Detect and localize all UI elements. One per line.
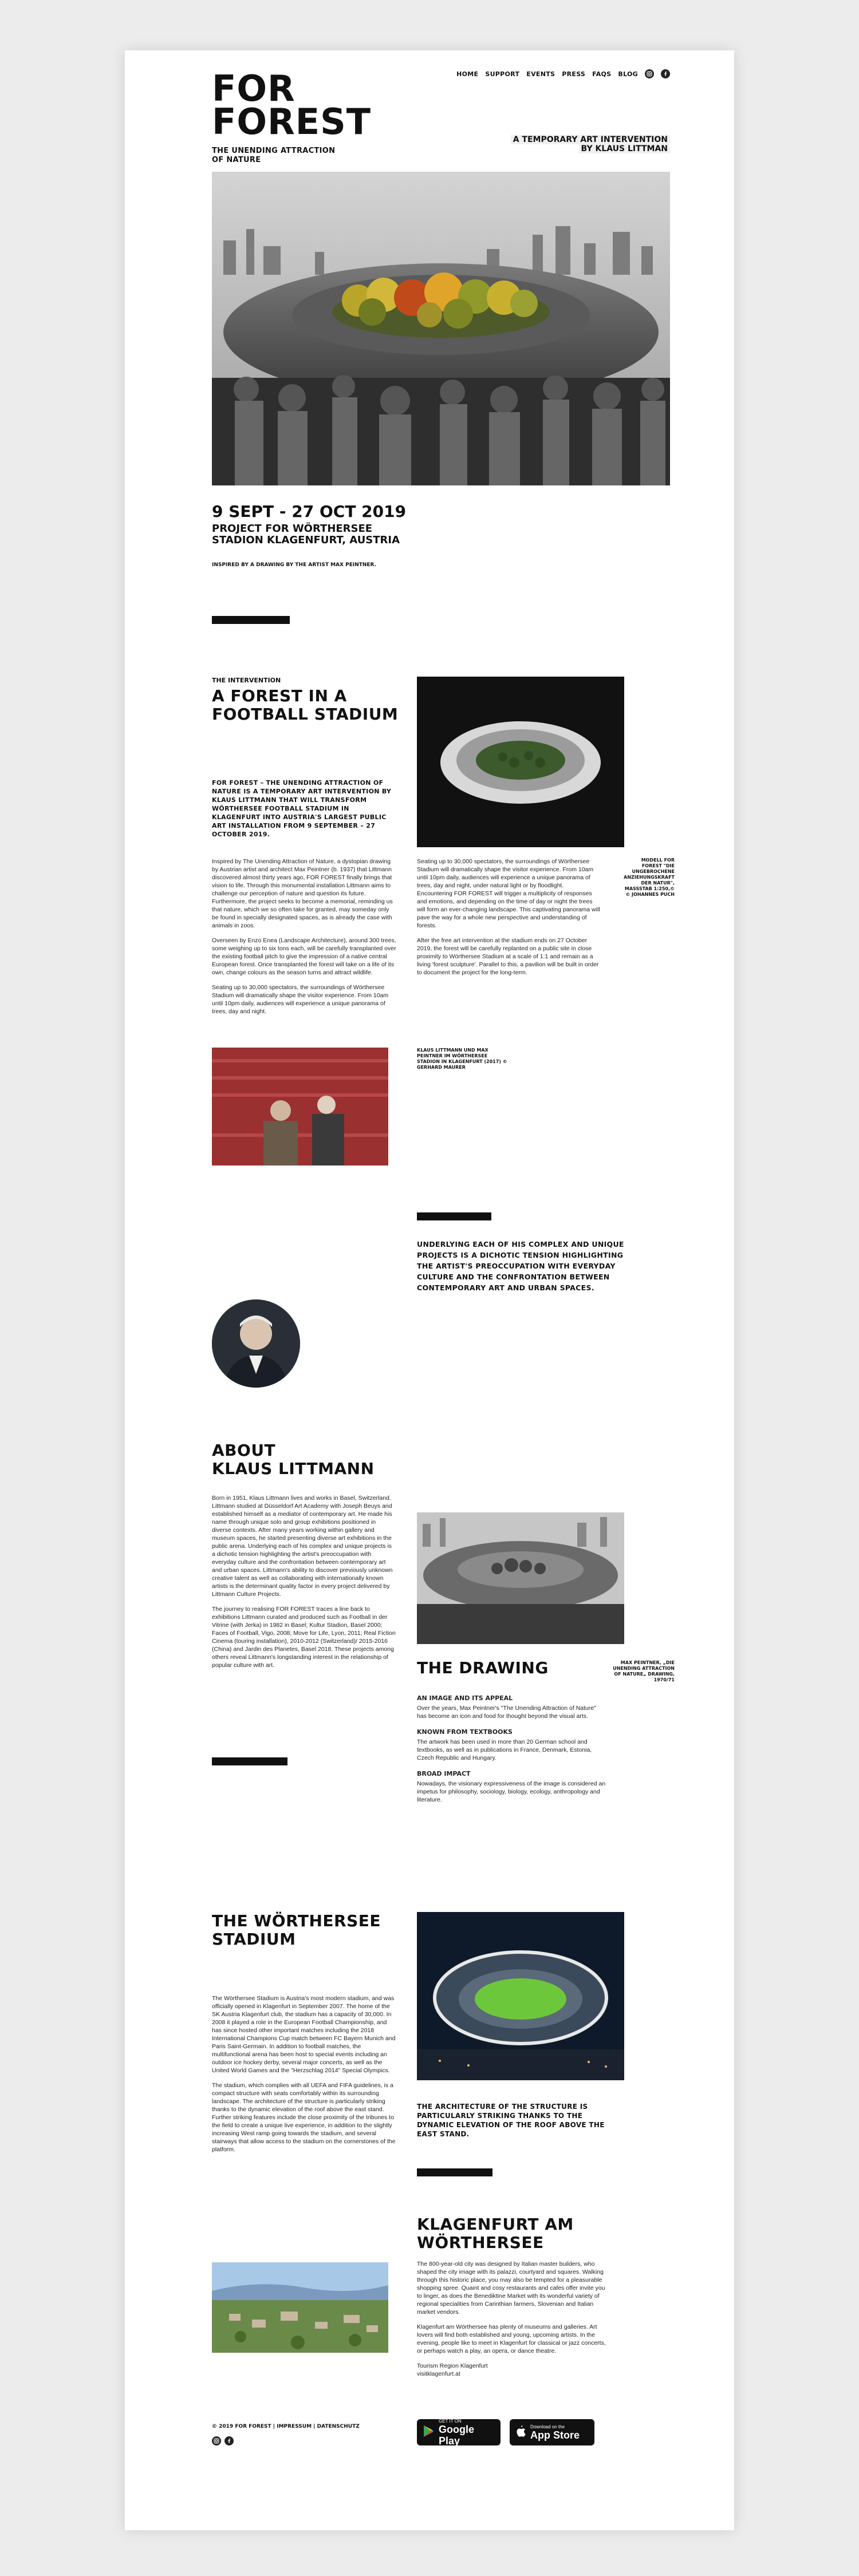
- facebook-icon[interactable]: [224, 2436, 234, 2445]
- klagenfurt-sign-2[interactable]: visitklagenfurt.at: [417, 2370, 460, 2377]
- drawing-subhead-2: KNOWN FROM TEXTBOOKS: [417, 1728, 513, 1736]
- nav-press[interactable]: PRESS: [562, 70, 586, 78]
- tagline-line-1: THE UNENDING ATTRACTION: [212, 147, 336, 155]
- stadium-body: [212, 1994, 396, 2160]
- app-store-button[interactable]: [510, 2419, 594, 2445]
- drawing-text-3: Nowadays, the visionary expressiveness of the image is considered an impetus for philosophy, sociology, biology, ecology, anthropology and literature.: [417, 1780, 606, 1803]
- paragraph: Seating up to 30,000 spectators, the surroundings of Wörthersee Stadium will dramatically shape the visitor experience. From 10am until 10pm daily, audiences will experience a unique panorama of trees, day and night.: [212, 984, 389, 1015]
- logo-tagline: [212, 147, 371, 165]
- nav-blog[interactable]: BLOG: [618, 70, 638, 78]
- intervention-line-1: A TEMPORARY ART INTERVENTION: [511, 135, 670, 144]
- intervention-line-2: BY KLAUS LITTMAN: [579, 144, 670, 153]
- intervention-lead: FOR FOREST – THE UNENDING ATTRACTION OF NATURE IS A TEMPORARY ART INTERVENTION BY KLAUS LITTMANN THAT WILL TRANSFORM WÖRTHERSEE FOOTBALL STADIUM IN KLAGENFURT INTO AUSTRIA'S LARGEST PUBLIC ART INSTALLATION FROM 9 SEPTEMBER – 27 OCTOBER 2019.: [212, 779, 392, 838]
- paragraph: Inspired by The Unending Attraction of Nature, a dystopian drawing by Austrian artist and architect Max Peintner (b. 1937) that Littmann discovered almost thirty years ago, FOR FOREST finally brings that vision to life. Through this monumental installation Littmann aims to challenge our perception of nature and question its future. Furthermore, the project seeks to become a memorial, reminding us that nature, which we so often take for granted, may someday only be found in specially designated spaces, as is already the case with animals in zoos.: [212, 858, 393, 929]
- logo-line-1: FOR: [212, 68, 295, 109]
- nav-events[interactable]: EVENTS: [526, 70, 555, 78]
- paragraph: The Wörthersee Stadium is Austria's most modern stadium, and was officially opened in Klagenfurt in September 2007. The home of the SK Austria Klagenfurt club, the stadium has a capacity of 30,000. In 2008 it played a role in the European Football Championship, and has since hosted other important matches including the 2018 International Champions Cup match between FC Bayern Munich and Paris Saint-Germain. In addition to football matches, the multifunctional arena has been host to special events including an outdoor ice hockey derby, several major concerts, as well as the United World Games and the "Herzschlag 2014" Special Olympics.: [212, 1995, 396, 2074]
- google-play-button[interactable]: [417, 2419, 501, 2445]
- klagenfurt-body: [417, 2260, 606, 2378]
- klagenfurt-title-line-1: KLAGENFURT AM: [417, 2215, 574, 2234]
- paragraph: The journey to realising FOR FOREST traces a line back to exhibitions Littmann curated and produced such as Football in der Vitrine (with Jerka) in 1982 in Basel; Kultur Stadion, Basel 2000; Faces of Football, Vigo, 2008; Move for Life, Lyon, 2011; Real Fiction Cinema (touring installation), 2010-2012 (Switzerland)/ 2015-2016 (China) and Jardin des Planetes, Basel 2018. These projects among others reveal Littmann's longstanding interest in the relationship of popular culture with art.: [212, 1606, 396, 1669]
- inspired-note: INSPIRED BY A DRAWING BY THE ARTIST MAX PEINTNER.: [212, 562, 377, 568]
- about-title-line-2: KLAUS LITTMANN: [212, 1459, 375, 1478]
- paragraph: The 800-year-old city was designed by Italian master builders, who shaped the city image with its palazzi, courtyard and squares. Walking through this historic place, you may also be tempted for a pleasurable shopping spree. Quaint and cosy restaurants and cafes offer invite you to linger, as does the Benediktine Market with its wonderful variety of regional specialities from Carinthian farmers, Slovenian and Italian market vendors.: [417, 2261, 605, 2316]
- littmann-peintner-photo: [212, 1048, 388, 1165]
- divider-bar: [212, 616, 290, 624]
- klagenfurt-aerial-photo: [212, 2262, 388, 2353]
- divider-bar: [417, 1212, 491, 1220]
- facebook-icon[interactable]: [661, 69, 670, 78]
- page: [125, 50, 734, 2530]
- artist-quote: UNDERLYING EACH OF HIS COMPLEX AND UNIQUE PROJECTS IS A DICHOTIC TENSION HIGHLIGHTING THE ARTIST'S PREOCCUPATION WITH EVERYDAY CULTURE AND THE CONFRONTATION BETWEEN CONTEMPORARY ART AND URBAN SPACES.: [417, 1240, 624, 1292]
- nav-home[interactable]: HOME: [456, 70, 479, 78]
- nav-support[interactable]: SUPPORT: [485, 70, 520, 78]
- stadium-title-line-2: STADIUM: [212, 1930, 296, 1949]
- photo-caption: KLAUS LITTMANN UND MAX PEINTNER IM WÖRTHERSEE STADION IN KLAGENFURT (2017) © GERHARD MAURER: [417, 1048, 507, 1070]
- drawing-subhead-3: BROAD IMPACT: [417, 1770, 471, 1777]
- paragraph: After the free art intervention at the stadium ends on 27 October 2019, the forest will be carefully replanted on a public site in close proximity to Wörthersee Stadium at a scale of 1:1 and remain as a living 'forest sculpture'. Parallel to this, a pavilion will be built in order to document the project for the long-term.: [417, 937, 599, 976]
- drawing-image: [417, 1512, 624, 1644]
- model-caption: MODELL FOR FOREST "DIE UNGEBROCHENE ANZIEHUNGSKRAFT DER NATUR", MASSSTAB 1:250,© © JOHANNES PUCH: [624, 858, 675, 897]
- littmann-portrait: [212, 1299, 300, 1388]
- paragraph: Klagenfurt am Wörthersee has plenty of museums and galleries. Art lovers will find both established and young, upcoming artists. In the evening, people like to meet in Klagenfurt for classical or jazz concerts, or perhaps watch a play, an opera, or dance theatre.: [417, 2324, 606, 2354]
- app-store-big: App Store: [530, 2429, 580, 2441]
- instagram-icon[interactable]: [212, 2436, 221, 2445]
- tagline-line-2: OF NATURE: [212, 156, 261, 164]
- stadium-quote: THE ARCHITECTURE OF THE STRUCTURE IS PARTICULARLY STRIKING THANKS TO THE DYNAMIC ELEVATION OF THE ROOF ABOVE THE EAST STAND.: [417, 2103, 605, 2138]
- intervention-title: [212, 687, 398, 724]
- site-logo[interactable]: [212, 68, 372, 165]
- paragraph: Seating up to 30,000 spectators, the surroundings of Wörthersee Stadium will dramatically shape the visitor experience. From 10am until 10pm daily, audiences will experience a unique panorama of trees, day and night, under natural light or by floodlight. Encountering FOR FOREST will trigger a multiplicity of responses and emotions, and depending on the time of day or night the trees will form an ever-changing landscape. This captivating panorama will pave the way for a whole new perspective and understanding of forests.: [417, 858, 600, 929]
- intervention-title-line-2: FOOTBALL STADIUM: [212, 705, 399, 724]
- app-store-small: Download on the: [530, 2424, 565, 2429]
- divider-bar: [417, 2168, 492, 2176]
- intervention-body-right: [417, 858, 600, 983]
- google-play-big: Google Play: [439, 2423, 474, 2447]
- logo-line-2: FOREST: [212, 101, 372, 143]
- footer-copyright[interactable]: © 2019 FOR FOREST | IMPRESSUM | DATENSCHUTZ: [212, 2424, 360, 2429]
- stadium-model-image: [417, 677, 624, 847]
- drawing-body: [417, 1686, 606, 1804]
- project-location: [212, 523, 400, 546]
- drawing-text-2: The artwork has been used in more than 20 German school and textbooks, as well as in publications in France, Denmark, Estonia, Czech Republic and Hungary.: [417, 1739, 592, 1761]
- project-line-1: PROJECT FOR WÖRTHERSEE: [212, 523, 373, 535]
- paragraph: The stadium, which complies with all UEFA and FIFA guidelines, is a compact structure with seats comfortably within its surrounding landscape. The architecture of the structure is particularly striking thanks to the dynamic elevation of the roof above the east stand. Further striking features include the close proximity of the tribunes to the field to create a unique live experience, in addition to the slightly increasing West ramp going towards the stadium, and several stairways that allow access to the stadium on the cornerstones of the platform.: [212, 2082, 396, 2153]
- project-line-2: STADION KLAGENFURT, AUSTRIA: [212, 534, 400, 546]
- paragraph: Born in 1951, Klaus Littmann lives and works in Basel, Switzerland. Littmann studied at Düsseldorf Art Academy with Joseph Beuys and established himself as a mediator of contemporary art. He made his name through unique solo and group exhibitions positioned in diverse contexts. After many years working within gallery and museum spaces, he started presenting diverse art exhibitions in the public arena. Underlying each of his complex and unique projects is a dichotic tension highlighting the artist's preoccupation with everyday culture and the confrontation between contemporary art and urban spaces. Littmann's ability to discover previously unknown creative talent as well as collaborating with internationally known artists is the determinant quality factor in every project delivered by Littmann Culture Projects.: [212, 1495, 393, 1598]
- divider-bar: [212, 1757, 287, 1765]
- intervention-body-left: [212, 858, 396, 1022]
- drawing-text-1: Over the years, Max Peintner's "The Unending Attraction of Nature" has become an icon and food for thought beyond the visual arts.: [417, 1705, 596, 1720]
- klagenfurt-title: [417, 2215, 574, 2252]
- google-play-small: GET IT ON: [439, 2418, 462, 2424]
- main-nav: [456, 69, 670, 78]
- section-eyebrow: THE INTERVENTION: [212, 677, 281, 684]
- drawing-caption: MAX PEINTNER, „DIE UNENDING ATTRACTION OF NATURE„ DRAWING, 1970/71: [613, 1660, 675, 1682]
- apple-icon: [515, 2425, 526, 2440]
- paragraph: Overseen by Enzo Enea (Landscape Architecture), around 300 trees, some weighing up to six tons each, will be carefully transplanted over the existing football pitch to give the impression of a native central European forest. Once transplanted the forest will take on a life of its own, change colours as the season turns and attract wildlife.: [212, 937, 396, 976]
- footer-social: [212, 2436, 234, 2445]
- klagenfurt-sign-1: Tourism Region Klagenfurt: [417, 2362, 488, 2369]
- intervention-label: [511, 135, 670, 153]
- about-body: [212, 1494, 396, 1676]
- stadium-title-line-1: THE WÖRTHERSEE: [212, 1911, 381, 1930]
- about-title: [212, 1441, 375, 1478]
- about-title-line-1: ABOUT: [212, 1441, 276, 1460]
- drawing-subhead-1: AN IMAGE AND ITS APPEAL: [417, 1694, 513, 1702]
- stadium-title: [212, 1912, 381, 1949]
- google-play-icon: [423, 2425, 434, 2440]
- stadium-night-photo: [417, 1912, 624, 2080]
- hero-drawing-image: [212, 172, 670, 485]
- event-dates: 9 SEPT - 27 OCT 2019: [212, 502, 407, 521]
- nav-faqs[interactable]: FAQS: [592, 70, 612, 78]
- drawing-title: THE DRAWING: [417, 1658, 549, 1677]
- instagram-icon[interactable]: [645, 69, 654, 78]
- klagenfurt-title-line-2: WÖRTHERSEE: [417, 2233, 544, 2252]
- intervention-title-line-1: A FOREST IN A: [212, 686, 347, 705]
